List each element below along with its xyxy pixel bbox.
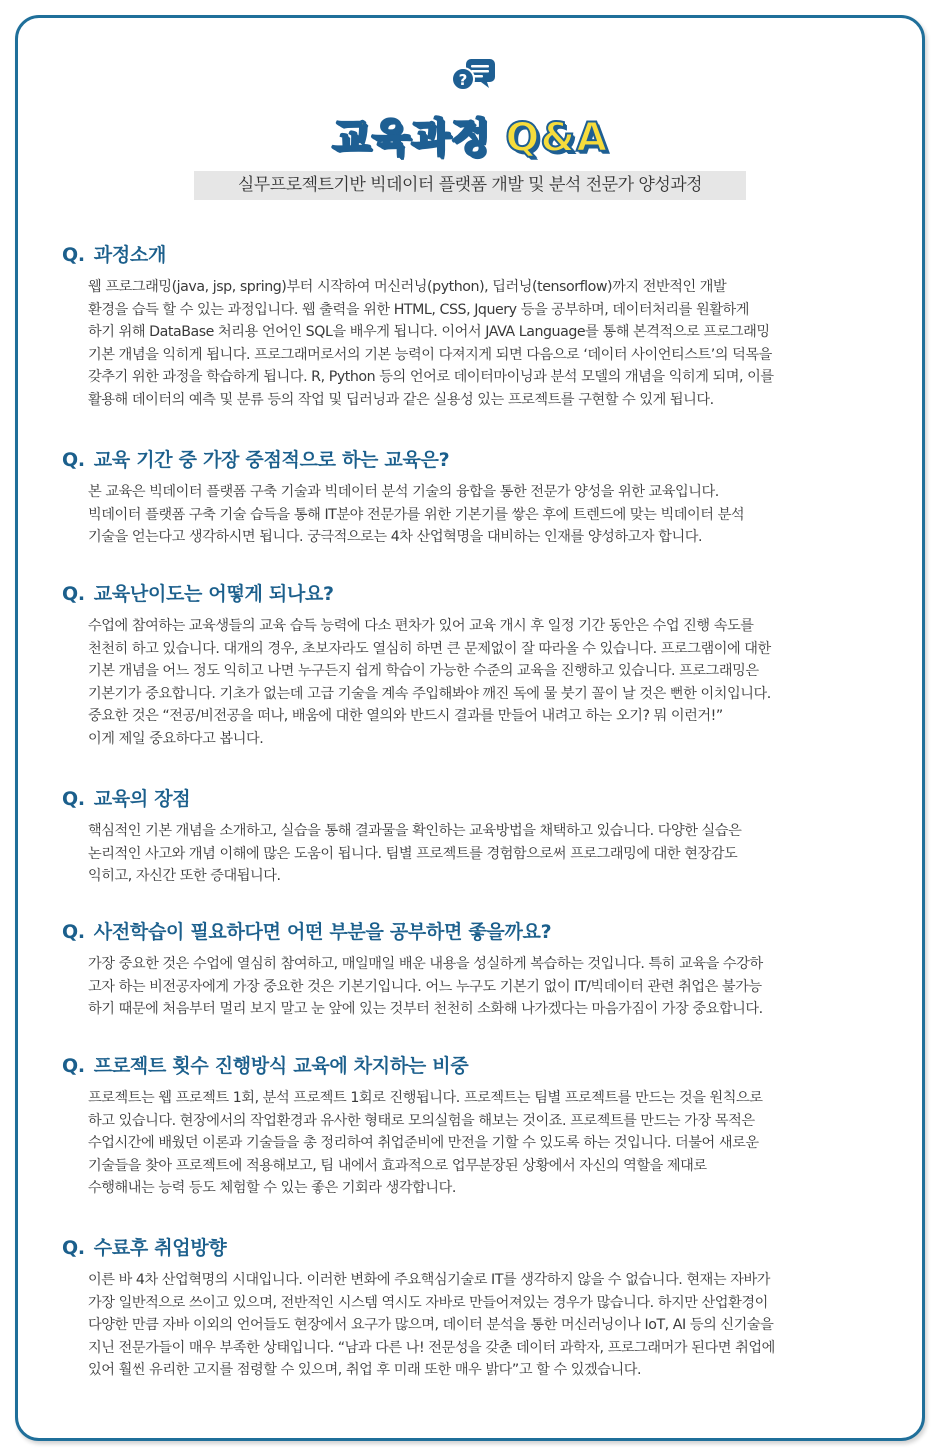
q-marker: Q. <box>62 244 85 266</box>
qa-item-focus <box>62 445 892 549</box>
question-heading <box>62 445 892 472</box>
q-marker: Q. <box>62 583 85 605</box>
q-marker: Q. <box>62 1055 85 1077</box>
q-marker: Q. <box>62 788 85 810</box>
qa-item-career <box>62 1233 892 1382</box>
qa-item-course-intro <box>62 240 892 411</box>
question-text: 사전학습이 필요하다면 어떤 부분을 공부하면 좋을까요? <box>93 921 552 943</box>
question-text: 과정소개 <box>93 244 166 266</box>
question-heading <box>62 1051 892 1078</box>
question-heading <box>62 1233 892 1260</box>
answer-text: 수업에 참여하는 교육생들의 교육 습득 능력에 다소 편차가 있어 교육 개시 후 일정 기간 동안은 수업 진행 속도를 천천히 하고 있습니다. 대개의 경우, 초보자라도 열심히 하면 큰 문제없이 잘 따라올 수 있습니다. 프로그램이에 대한 기본 개념을 어느 정도 익히고 나면 누구든지 쉽게 학습이 가능한 수준의 교육을 진행하고 있습니다. 프로그래밍은 기본기가 중요합니다. 기초가 없는데 고급 기술을 계속 주입해봐야 깨진 독에 물 붓기 꼴이 날 것은 뻔한 이치입니다. 중요한 것은 “전공/비전공을 떠나, 배움에 대한 열의와 반드시 결과를 만들어 내려고 하는 오기? 뭐 이런거!” 이게 제일 중요하다고 봅니다. <box>88 618 771 747</box>
question-text: 프로젝트 횟수 진행방식 교육에 차지하는 비중 <box>93 1055 469 1077</box>
qa-item-advantages <box>62 784 892 888</box>
answer-text: 핵심적인 기본 개념을 소개하고, 실습을 통해 결과물을 확인하는 교육방법을 채택하고 있습니다. 다양한 실습은 논리적인 사고와 개념 이해에 많은 도움이 됩니다. 팀별 프로젝트를 경험함으로써 프로그래밍에 대한 현장감도 익히고, 자신간 또한 증대됩니다. <box>88 823 742 884</box>
qa-item-projects <box>62 1051 892 1200</box>
question-heading <box>62 240 892 267</box>
question-text: 교육 기간 중 가장 중점적으로 하는 교육은? <box>93 449 450 471</box>
question-heading <box>62 579 892 606</box>
chat-question-icon <box>450 55 496 95</box>
q-marker: Q. <box>62 1237 85 1259</box>
qa-item-prestudy <box>62 917 892 1021</box>
question-text: 수료후 취업방향 <box>93 1237 227 1259</box>
svg-text:?: ? <box>458 71 468 89</box>
question-heading <box>62 917 892 944</box>
q-marker: Q. <box>62 921 85 943</box>
q-marker: Q. <box>62 449 85 471</box>
answer-text: 가장 중요한 것은 수업에 열심히 참여하고, 매일매일 배운 내용을 성실하게 복습하는 것입니다. 특히 교육을 수강하 고자 하는 비전공자에게 가장 중요한 것은 기본기입니다. 어느 누구도 기본기 없이 IT/빅데이터 관련 취업은 불가능 하기 때문에 처음부터 멀리 보지 말고 눈 앞에 있는 것부터 천천히 소화해 나가겠다는 마음가짐이 가장 중요합니다. <box>88 956 763 1017</box>
question-text: 교육난이도는 어떻게 되나요? <box>93 583 334 605</box>
answer-text: 웹 프로그래밍(java, jsp, spring)부터 시작하여 머신러닝(python), 딥러닝(tensorflow)까지 전반적인 개발 환경을 습득 할 수 있는 과정입니다. 웹 출력을 위한 HTML, CSS, Jquery 등을 공부하며, 데이터처리를 원활하게 하기 위해 DataBase 처리용 언어인 SQL을 배우게 됩니다. 이어서 JAVA Language를 통해 본격적으로 프로그래밍 기본 개념을 익히게 됩니다. 프로그래머로서의 기본 능력이 다져지게 되면 다음으로 ‘데이터 사이언티스트’의 덕목을 갖추기 위한 과정을 학습하게 됩니다. R, Python 등의 언어로 데이터마이닝과 분석 모델의 개념을 익히게 되며, 이를 활용해 데이터의 예측 및 분류 등의 작업 및 딥러닝과 같은 실용성 있는 프로젝트를 구현할 수 있게 됩니다. <box>88 279 774 408</box>
answer-text: 이른 바 4차 산업혁명의 시대입니다. 이러한 변화에 주요핵심기술로 IT를 생각하지 않을 수 없습니다. 현재는 자바가 가장 일반적으로 쓰이고 있으며, 전반적인 시스템 역시도 자바로 만들어져있는 경우가 많습니다. 하지만 산업환경이 다양한 만큼 자바 이외의 언어들도 현장에서 요구가 많으며, 데이터 분석을 통한 머신러닝이나 IoT, AI 등의 신기술을 지닌 전문가들이 매우 부족한 상태입니다. “남과 다른 나! 전문성을 갖춘 데이터 과학자, 프로그래머가 된다면 취업에 있어 훨씬 유리한 고지를 점령할 수 있으며, 취업 후 미래 또한 매우 밝다”고 할 수 있겠습니다. <box>88 1272 775 1378</box>
answer-text: 본 교육은 빅데이터 플랫폼 구축 기술과 빅데이터 분석 기술의 융합을 통한 전문가 양성을 위한 교육입니다. 빅데이터 플랫폼 구축 기술 습득을 통해 IT분야 전문가를 위한 기본기를 쌓은 후에 트렌드에 맞는 빅데이터 분석 기술을 얻는다고 생각하시면 됩니다. 궁극적으로는 4차 산업혁명을 대비하는 인재를 양성하고자 합니다. <box>88 484 745 545</box>
question-heading <box>62 784 892 811</box>
question-text: 교육의 장점 <box>93 788 191 810</box>
qa-item-difficulty <box>62 579 892 750</box>
page-subtitle: 실무프로젝트기반 빅데이터 플랫폼 개발 및 분석 전문가 양성과정 <box>194 171 746 200</box>
page-title: 교육과정 Q&A <box>331 115 609 161</box>
answer-text: 프로젝트는 웹 프로젝트 1회, 분석 프로젝트 1회로 진행됩니다. 프로젝트는 팀별 프로젝트를 만드는 것을 원칙으로 하고 있습니다. 현장에서의 작업환경과 유사한 형태로 모의실험을 해보는 것이죠. 프로젝트를 만드는 가장 목적은 수업시간에 배웠던 이론과 기술들을 총 정리하여 취업준비에 만전을 기할 수 있도록 하는 것입니다. 더불어 새로운 기술들을 찾아 프로젝트에 적용해보고, 팀 내에서 효과적으로 업무분장된 상황에서 자신의 역할을 제대로 수행해내는 능력 등도 체험할 수 있는 좋은 기회라 생각합니다. <box>88 1090 763 1196</box>
